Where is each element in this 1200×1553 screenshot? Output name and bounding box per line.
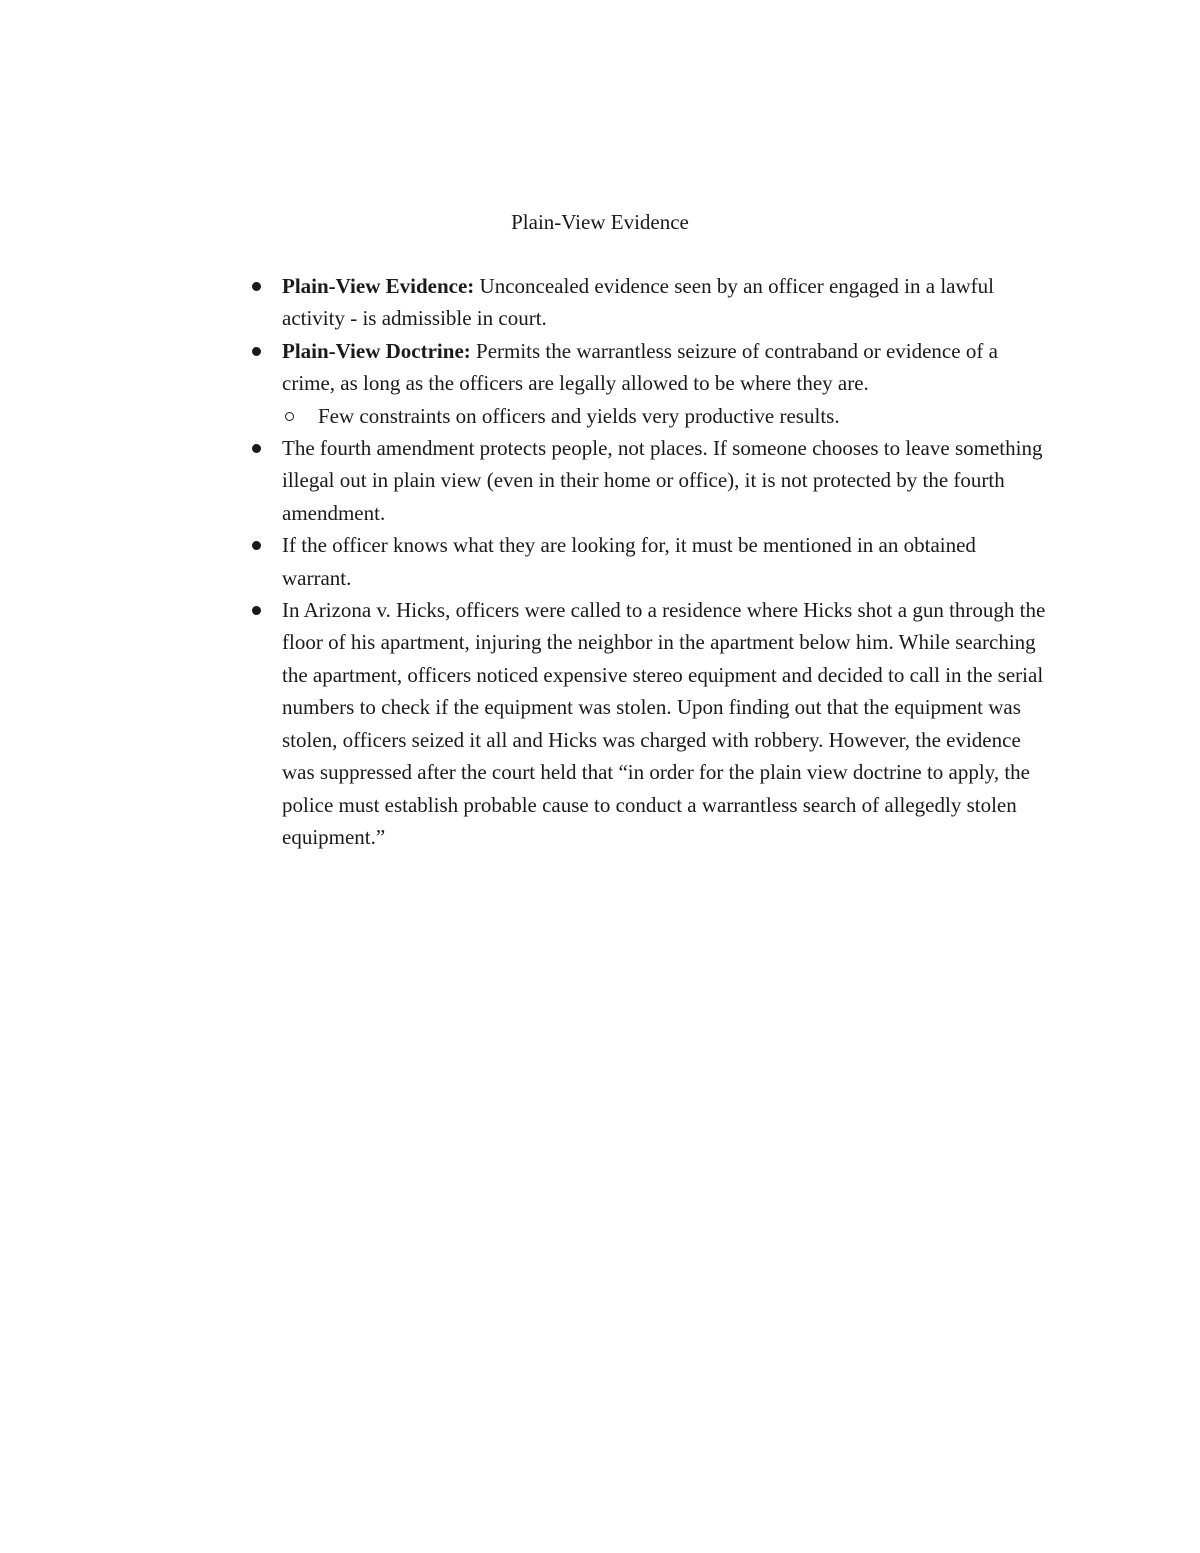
bullet-icon xyxy=(252,347,261,356)
hollow-bullet-icon xyxy=(285,412,294,421)
bullet-icon xyxy=(252,606,261,615)
term-label: Plain-View Evidence: xyxy=(282,274,475,298)
bullet-icon xyxy=(252,444,261,453)
item-text: In Arizona v. Hicks, officers were called to a residence where Hicks shot a gun through the floor of his apartment, injuring the neighbor in the apartment below him. While searching the apartment, officers noticed expensive stereo equipment and decided to call in the serial numbers to check if the equipment was stolen. Upon finding out that the equipment was stolen, officers seized it all and Hicks was charged with robbery. However, the evidence was suppressed after the court held that “in order for the plain view doctrine to apply, the police must establish probable cause to conduct a warrantless search of allegedly stolen equipment.” xyxy=(282,598,1046,849)
bullet-icon xyxy=(252,282,261,291)
bullet-list xyxy=(248,270,1048,853)
term-label: Plain-View Doctrine: xyxy=(282,338,471,363)
list-item xyxy=(248,432,1048,529)
bullet-icon xyxy=(252,541,261,550)
item-text: Unconcealed evidence seen by an officer engaged in a lawful activity - is admissible in court. xyxy=(282,274,994,331)
sub-item-text: Few constraints on officers and yields very productive results. xyxy=(318,403,840,428)
sub-list-item xyxy=(248,400,1048,432)
list-item xyxy=(248,594,1048,853)
list-item xyxy=(248,335,1048,400)
item-text: If the officer knows what they are looking for, it must be mentioned in an obtained warrant. xyxy=(282,533,976,590)
item-text: Permits the warrantless seizure of contraband or evidence of a crime, as long as the officers are legally allowed to be where they are. xyxy=(282,338,998,396)
item-text: The fourth amendment protects people, not places. If someone chooses to leave something illegal out in plain view (even in their home or office), it is not protected by the fourth amendment. xyxy=(282,436,1043,525)
list-item xyxy=(248,270,1048,335)
document-title: Plain-View Evidence xyxy=(511,210,689,234)
list-item xyxy=(248,529,1048,594)
